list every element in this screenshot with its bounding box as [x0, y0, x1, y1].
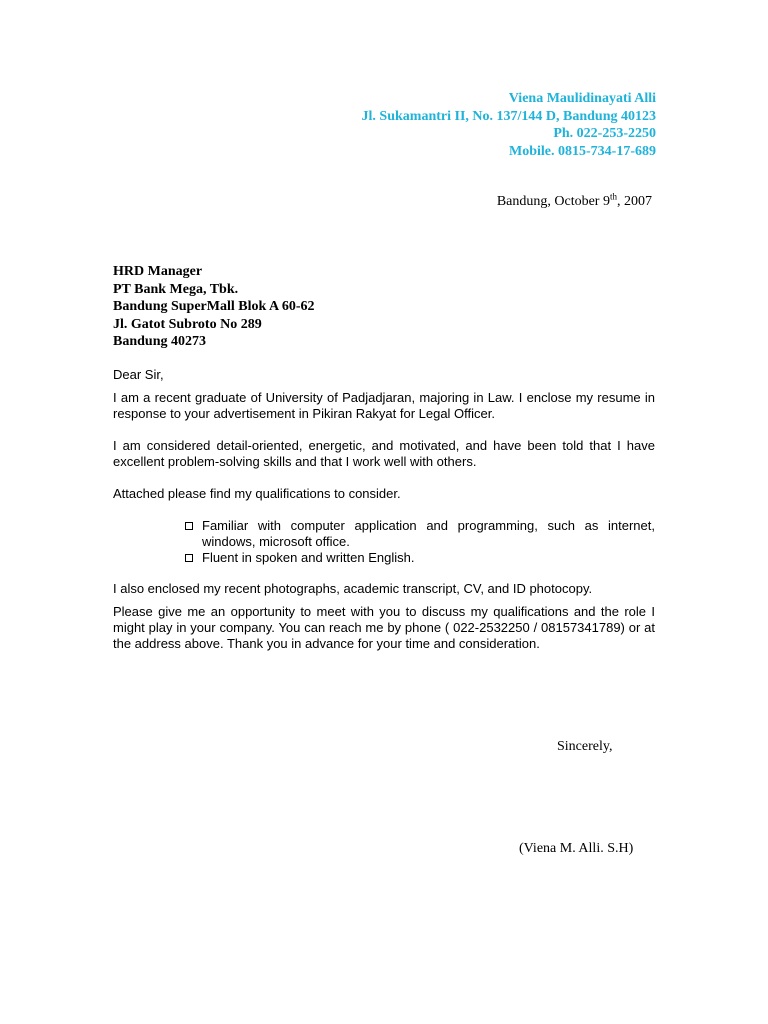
letter-date — [496, 191, 652, 210]
sender-address: Jl. Sukamantri II, No. 137/144 D, Bandung 40123 — [361, 108, 656, 124]
square-bullet-icon — [185, 554, 193, 562]
qualification-text: Familiar with computer application and programming, such as internet, windows, microsoft office. — [202, 518, 655, 549]
sender-phone: Ph. 022-253-2250 — [553, 126, 656, 141]
square-bullet-icon — [185, 522, 193, 530]
qualifications-list — [185, 518, 655, 566]
paragraph-request: Please give me an opportunity to meet with you to discuss my qualifications and the role I might play in your company. You can reach me by phone ( 022-2532250 / 08157341789) or at the address above. Thank you in advance for your time and consideration. — [113, 604, 655, 651]
sender-name: Viena Maulidinayati Alli — [508, 91, 656, 106]
recipient-line: Bandung SuperMall Blok A 60-62 — [113, 299, 315, 314]
list-item — [185, 518, 655, 550]
letter-signature: (Viena M. Alli. S.H) — [519, 841, 634, 856]
qualification-text: Fluent in spoken and written English. — [202, 550, 415, 565]
letter-greeting: Dear Sir, — [113, 367, 164, 382]
sender-mobile: Mobile. 0815-734-17-689 — [509, 143, 656, 159]
letter-closing: Sincerely, — [557, 739, 613, 754]
paragraph-enclosures: I also enclosed my recent photographs, academic transcript, CV, and ID photocopy. — [113, 581, 593, 596]
recipient-block — [113, 263, 315, 351]
date-prefix: Bandung, October 9 — [496, 194, 610, 209]
paragraph-intro: I am a recent graduate of University of Padjadjaran, majoring in Law. I enclose my resume in response to your advertisement in Pikiran Rakyat for Legal Officer. — [113, 390, 655, 421]
list-item — [185, 550, 655, 566]
recipient-line: Bandung 40273 — [113, 334, 206, 349]
paragraph-traits: I am considered detail-oriented, energetic, and motivated, and have been told that I have excellent problem-solving skills and that I work well with others. — [113, 438, 655, 469]
recipient-line: HRD Manager — [113, 264, 203, 279]
recipient-line: Jl. Gatot Subroto No 289 — [113, 316, 262, 332]
date-suffix: th — [609, 191, 617, 202]
date-year: , 2007 — [617, 194, 652, 209]
recipient-line: PT Bank Mega, Tbk. — [113, 281, 239, 297]
sender-block — [362, 90, 656, 160]
paragraph-qualifications-intro: Attached please find my qualifications to consider. — [113, 486, 401, 501]
